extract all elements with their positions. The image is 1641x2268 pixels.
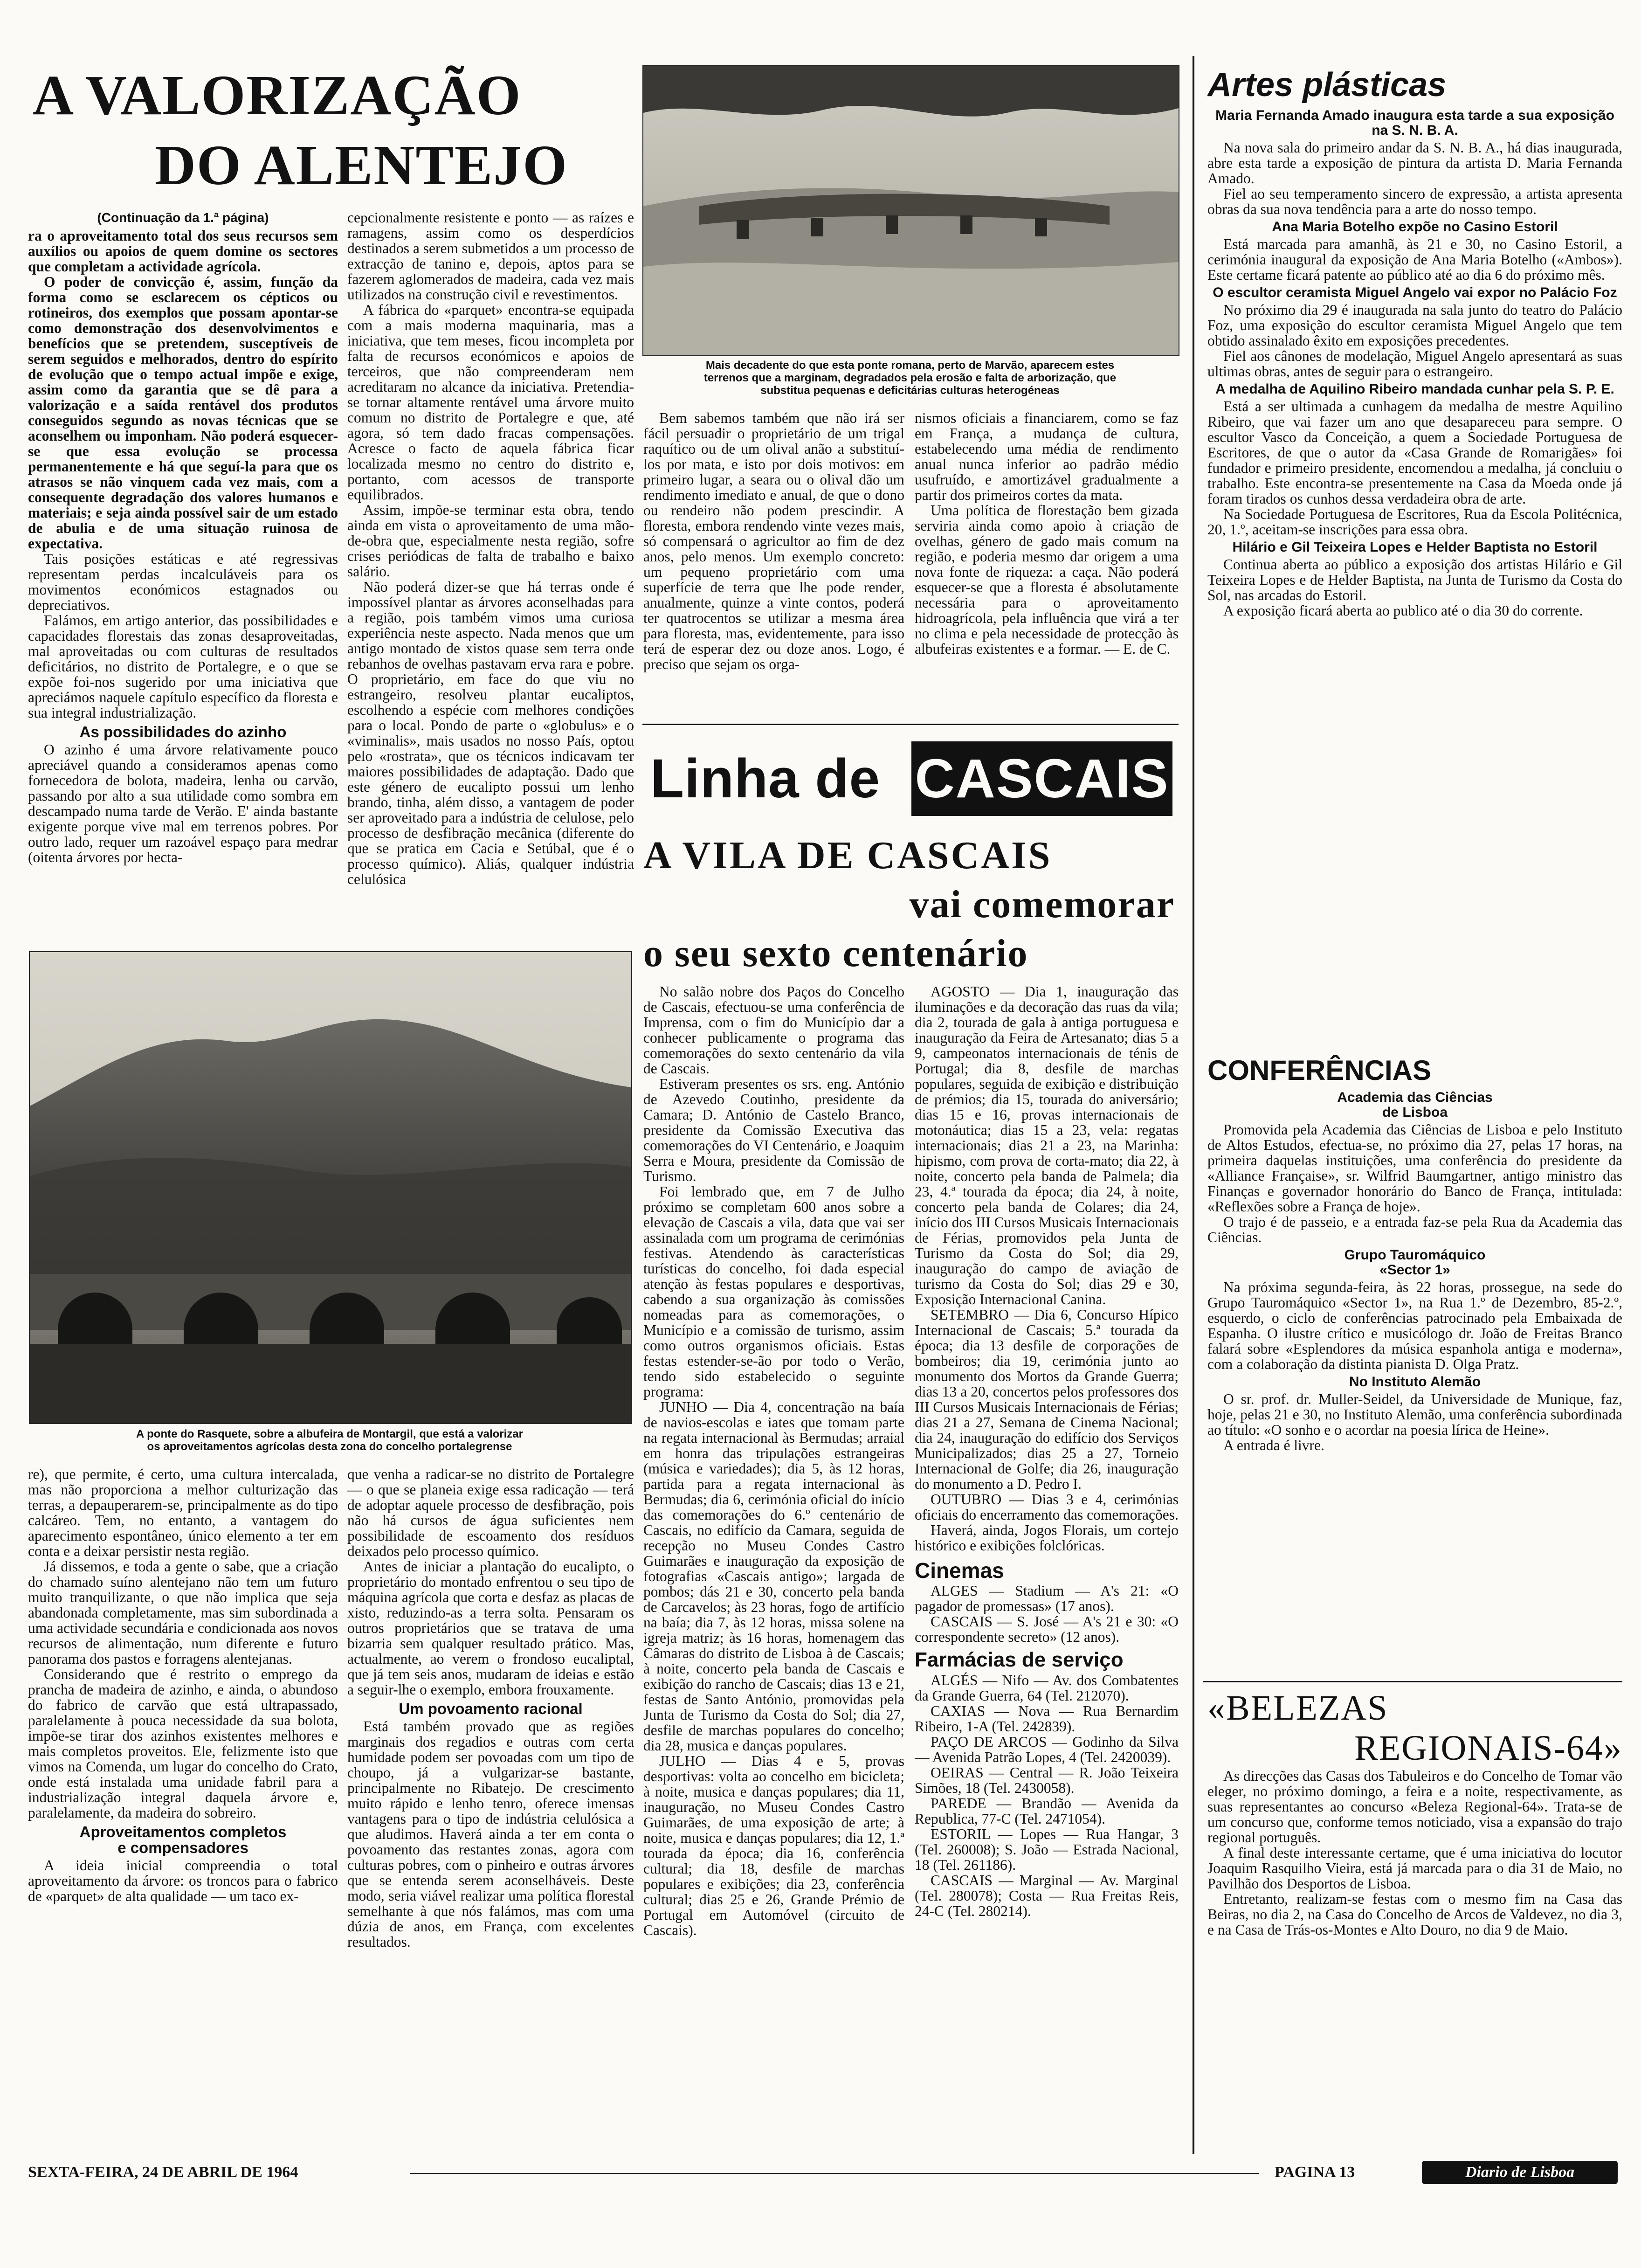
belezas-title-line1: «BELEZAS bbox=[1207, 1688, 1388, 1728]
caption-line: Mais decadente do que esta ponte romana, perto de Marvão, aparecem estes bbox=[705, 359, 1115, 372]
conferencias-section bbox=[1207, 1054, 1622, 1674]
cascais-col-b bbox=[915, 984, 1179, 2143]
caption-line: os aproveitamentos agrícolas desta zona do concelho portalegrense bbox=[147, 1440, 512, 1453]
main-article-col2-bottom bbox=[347, 1466, 634, 2147]
cascais-title-line2: vai comemorar bbox=[909, 884, 1175, 926]
paragraph: No salão nobre dos Paços do Concelho de Cascais, efectuou-se uma conferência de Imprensa, com o fim do Município dar a conhecer publicamente o programa das comemorações do sexto centenário da vila de Cascais. bbox=[643, 984, 904, 1077]
paragraph: Fiel ao seu temperamento sincero de expressão, a artista apresenta obras da sua nova tendência para a arte do nosso tempo. bbox=[1207, 186, 1622, 217]
banner-left: Linha de bbox=[650, 748, 881, 809]
paragraph: nismos oficiais a financiarem, como se faz em França, a mudança de cultura, estabelecendo uma média de rendimento anual nunca inferior ao padrão médio usufruído, e amortizável gradualmente a partir dos primeiros cortes da mata. bbox=[915, 410, 1179, 503]
main-title-line1: A VALORIZAÇÃO bbox=[33, 65, 522, 126]
paragraph: No próximo dia 29 é inaugurada na sala junto do teatro do Palácio Foz, uma exposição do escultor ceramista Miguel Angelo que tem obtido assinalado êxito em exposições precedentes. bbox=[1207, 302, 1622, 349]
paragraph: re), que permite, é certo, uma cultura intercalada, mas não proporciona a melhor culturização das terras, a depauperarem-se, principalmente as do tipo calcáreo. Tem, no entanto, a vantagem do aparecimento espontâneo, único elemento a ter em conta e a deixar persistir nesta região. bbox=[28, 1466, 338, 1559]
subheading: A medalha de Aquilino Ribeiro mandada cunhar pela S. P. E. bbox=[1215, 381, 1614, 397]
paragraph: Promovida pela Academia das Ciências de Lisboa e pelo Instituto de Altos Estudos, efectua-se, no próximo dia 27, pelas 17 horas, na primeira daquelas instituições, uma conferência do presidente da «Alliance Française», sr. Wilfrid Baumgartner, antigo ministro das Finanças e governador honorário do Banco de França, intitulada: «Reflexões sobre a França de hoje». bbox=[1207, 1121, 1622, 1215]
paragraph: Na próxima segunda-feira, às 22 horas, prossegue, na sede do Grupo Tauromáquico «Sector 1», na Rua 1.º de Dezembro, 85-2.º, esquerdo, o ciclo de conferências patrocinado pela Embaixada de Espanha. O ilustre crítico e musicólogo dr. João de Freitas Branco falará sobre «Esplendores da música espanhola antiga e moderna», com a colaboração da distinta pianista D. Olga Pratz. bbox=[1207, 1279, 1622, 1372]
paragraph: A entrada é livre. bbox=[1223, 1437, 1324, 1453]
footer-rule bbox=[410, 2173, 1259, 2174]
subheading: de Lisboa bbox=[1382, 1105, 1448, 1120]
subheading: Um povoamento racional bbox=[399, 1700, 583, 1717]
paragraph: O azinho é uma árvore relativamente pouco apreciável quando a consideramos apenas como fornecedora de bolota, madeira, lenha ou carvão, passando por alto a sua utilidade como sombra em descampado numa tarde de Verão. E' ainda bastante exigente porque vive mal em terrenos pobres. Por outro lado, requer um razoável espaço para medrar (oitenta árvores por hecta- bbox=[28, 741, 338, 865]
paragraph: AGOSTO — Dia 1, inauguração das iluminações e da decoração das ruas da vila; dia 2, tourada de gala à antiga portuguesa e inauguração da Feira de Artesanato; dias 5 a 9, campeonatos internacionais de ténis de Portugal; dia 8, desfile de marchas populares, seguida de exibição e distribuição de prémios; dia 15, tourada do aniversário; dias 15 e 16, provas internacionais de motonáutica; dias 15 a 23, vela: regatas internacionais; dias 21 a 23, na Marinha: hipismo, com prova de corta-mato; dia 22, à noite, concerto pela banda de Palmela; dia 23, 4.ª tourada da época; dia 24, à noite, concerto pela banda de Colares; dia 24, início dos III Cursos Musicais Internacionais de Férias, promovidos pela Junta de Turismo da Costa do Sol; dia 29, inauguração do campo de aviação de turismo da Costa do Sol; dias 29 e 30, Exposição Internacional Canina. bbox=[915, 984, 1179, 1307]
paragraph: A final deste interessante certame, que é uma iniciativa do locutor Joaquim Rasquilho Vieira, está já marcada para o dia 31 de Maio, no Pavilhão dos Desportos de Lisboa. bbox=[1207, 1845, 1622, 1892]
subheading: Grupo Tauromáquico bbox=[1344, 1247, 1486, 1263]
conferencias-title: CONFERÊNCIAS bbox=[1207, 1055, 1432, 1086]
main-article-col2 bbox=[347, 210, 634, 937]
subheading: No Instituto Alemão bbox=[1349, 1374, 1481, 1390]
section-rule bbox=[1203, 1681, 1622, 1682]
caption-line: substitua pequenas e deficitárias culturas heterogéneas bbox=[760, 384, 1060, 397]
paragraph: JUNHO — Dia 4, concentração na baía de navios-escolas e iates que tomam parte na regata internacional às Bermudas; arraial em honra das tripulações estrangeiras (música e variedades); dia 5, às 12 horas, partida para a regata internacional às Bermudas; dia 6, cerimónia oficial do início das comemorações do 6.º centenário de Cascais, no edifício da Camara, seguida de recepção no Museu Condes Castro Guimarães e inauguração da exposição de fotografias «Cascais antigo»; largada de pombos; dás 21 e 30, concerto pela banda de Carcavelos; às 23 horas, fogo de artifício na baía; dia 7, às 12 horas, missa solene na igreja matriz; às 16 horas, homenagem das Câmaras do distrito de Lisboa à de Cascais; à noite, concerto pela banda de Cascais e exibição do rancho de Cascais; dias 13 e 21, festas de Santo António, promovidas pela Junta de Turismo da Costa do Sol; dia 27, desfile de marchas populares do concelho; dia 28, musica e danças populares. bbox=[643, 1399, 904, 1754]
belezas-section bbox=[1207, 1688, 1622, 2145]
paragraph: Haverá, ainda, Jogos Florais, um cortejo histórico e exibições folclóricas. bbox=[915, 1522, 1179, 1554]
marvao-photo-caption bbox=[642, 359, 1178, 401]
paragraph: A exposição ficará aberta ao publico até o dia 30 do corrente. bbox=[1223, 602, 1583, 619]
list-item: ESTORIL — Lopes — Rua Hangar, 3 (Tel. 260008); S. João — Estrada Nacional, 18 (Tel. 261186). bbox=[915, 1826, 1179, 1873]
subheading: Academia das Ciências bbox=[1337, 1090, 1493, 1105]
subheading: As possibilidades do azinho bbox=[79, 723, 287, 740]
paragraph: A ideia inicial compreendia o total aproveitamento da árvore: os troncos para o fabrico de «parquet» de alta qualidade — um taco ex- bbox=[28, 1857, 338, 1904]
paragraph: JULHO — Dias 4 e 5, provas desportivas: volta ao concelho em bicicleta; à noite, musica e danças populares; dia 11, inauguração, no Museu Condes Castro Guimarães, de uma exposição de arte; à noite, musica e danças populares; dia 12, 1.ª tourada da época; dia 16, conferência cultural; dia 18, desfile de marchas populares e exibições; dia 23, conferência cultural; dias 25 e 26, Grande Prémio de Portugal em Automóvel (circuito de Cascais). bbox=[643, 1753, 904, 1938]
list-item: PAÇO DE ARCOS — Godinho da Silva — Avenida Patrão Lopes, 4 (Tel. 2420039). bbox=[915, 1734, 1179, 1765]
paragraph: A fábrica do «parquet» encontra-se equipada com a mais moderna maquinaria, mas a iniciativa, que tem meses, ficou incompleta por falta de recursos económicos e apoios de terceiros, que não compreenderam nem acreditaram no alcance da iniciativa. Pretendia-se tornar altamente rentável uma árvore muito comum no distrito de Portalegre e que, até agora, só tem dado fracas compensações. Acresce o facto de aquela fábrica ficar localizada mesmo no centro do distrito e, portanto, com acessos de transporte equilibrados. bbox=[347, 302, 634, 503]
subheading: Ana Maria Botelho expõe no Casino Estoril bbox=[1272, 219, 1558, 235]
paragraph: Fiel aos cânones de modelação, Miguel Angelo apresentará as suas ultimas obras, antes de seguir para o estrangeiro. bbox=[1207, 348, 1622, 380]
cascais-title-line3: o seu sexto centenário bbox=[643, 933, 1028, 975]
subheading: Aproveitamentos completos bbox=[79, 1823, 287, 1840]
caption-line: terrenos que a marginam, degradados pela erosão e falta de arborização, que bbox=[703, 372, 1117, 384]
page-footer bbox=[28, 2160, 1622, 2188]
paragraph: Entretanto, realizam-se festas com o mesmo fim na Casa das Beiras, no dia 2, na Casa do Concelho de Arcos de Valdevez, no dia 3, e na Casa de Trás-os-Montes e Alto Douro, no dia 9 de Maio. bbox=[1207, 1891, 1622, 1938]
paragraph: Está também provado que as regiões marginais dos regadios e outras com certa humidade podem ser povoadas com um tipo de choupo, já a vulgarizar-se bastante, principalmente no Ribatejo. De crescimento muito rápido e lenho tenro, oferece imensas vantagens para o tipo de indústria celulósica a que aludimos. Haverá ainda a ter em conta o povoamento das restantes zonas, agora com culturas pobres, com o pinheiro e outras árvores que se entenda serem aconselháveis. Deste modo, seria viável realizar uma política florestal semelhante à que nós falámos, mas com uma dúzia de anos, em França, com excelentes resultados. bbox=[347, 1718, 634, 1950]
list-item: ALGES — Stadium — A's 21: «O pagador de promessas» (17 anos). bbox=[915, 1583, 1179, 1614]
paragraph: Assim, impõe-se terminar esta obra, tendo ainda em vista o aproveitamento de uma mão-de-obra que, especialmente nesta região, sofre crises periódicas de falta de trabalho e baixo salário. bbox=[347, 502, 634, 580]
paragraph: Bem sabemos também que não irá ser fácil persuadir o proprietário de um trigal raquítico ou de um olival anão a substituí-los por mata, e isto por dois motivos: em primeiro lugar, a seara ou o olival dão um rendimento imediato e anual, de que o dono ou rendeiro não podem prescindir. A floresta, embora rendendo vinte vezes mais, só compensará o agricultor ao fim de dez anos, pelo menos. Um exemplo concreto: um pequeno proprietário com uma superfície de terra que lhe pode render, anualmente, quinze a vinte contos, poderá ter quatrocentos se utilizar a mesma área para floresta, mas, evidentemente, para isso terá de esperar dez ou doze anos. Logo, é preciso que sejam os orga- bbox=[643, 410, 904, 672]
section-rule bbox=[642, 724, 1179, 725]
bridge-photo-image bbox=[30, 952, 631, 1423]
farmacias-title: Farmácias de serviço bbox=[915, 1648, 1124, 1671]
main-article-col1 bbox=[28, 210, 338, 937]
subheading: Maria Fernanda Amado inaugura esta tarde a sua exposição na S. N. B. A. bbox=[1215, 108, 1614, 138]
paragraph: cepcionalmente resistente e ponto — as raízes e ramagens, assim como os desperdícios destinados a serem submetidos a um processo de extracção de tanino e, depois, aptos para se fazerem aglomerados de madeira, cada vez mais utilizados na construção civil e revestimentos. bbox=[347, 210, 634, 303]
paragraph: Não poderá dizer-se que há terras onde é impossível plantar as árvores aconselhadas para a região, pois também vimos uma curiosa experiência neste aspecto. Nada menos que um antigo montado de xistos quase sem terra onde rebanhos de ovelhas pastavam erva rara e pobre. O proprietário, em face do que viu no estrangeiro, resolveu plantar eucaliptos, escolhendo a espécie com melhores condições para o local. Pondo de parte o «globulus» e o «viminalis», mais usados no nosso País, optou pelo «rostrata», que os técnicos indicavam ter maiores possibilidades de adaptação. Dado que este género de eucalipto possui um lenho brando, tinha, além disso, a vantagem de poder ser aproveitado para a indústria de celulose, pelo processo de desfibração mecânica (diferente do que se pratica em Cacia e Setúbal, que é o processo químico). Aliás, qualquer indústria celulósica bbox=[347, 579, 634, 887]
forestry-article-left bbox=[643, 410, 904, 713]
paragraph: ra o aproveitamento total dos seus recursos sem auxílios ou apoios de quem domine os sectores que completam a actividade agrícola. bbox=[28, 228, 338, 275]
paragraph: Já dissemos, e toda a gente o sabe, que a criação do chamado suíno alentejano não tem um futuro muito tranquilizante, o que não implica que seja abandonada completamente, mas sim subordinada a uma actividade secundária e condicionada aos novos recursos de alimentação, num diferente e futuro panorama dos pastos e forragens alentejanas. bbox=[28, 1558, 338, 1667]
paragraph: Tais posições estáticas e até regressivas representam perdas incalculáveis para os movimentos económicos estagnados ou depreciativos. bbox=[28, 551, 338, 613]
subheading: e compensadores bbox=[117, 1839, 248, 1856]
paragraph: Na nova sala do primeiro andar da S. N. B. A., há dias inaugurada, abre esta tarde a exposição de pintura da artista D. Maria Fernanda Amado. bbox=[1207, 139, 1622, 187]
artes-section bbox=[1207, 65, 1622, 1040]
paragraph: Foi lembrado que, em 7 de Julho próximo se completam 600 anos sobre a elevação de Cascais a vila, data que vai ser assinalada com um programa de cerimónias festivas. Atendendo às características turísticas do concelho, foi dada especial atenção às festas populares e desportivas, cabendo a sua organização às comissões nomeadas para as comemorações, o Município e a comissão de turismo, assim como outros organismos oficiais. Estas festas estender-se-ão por todo o Verão, tendo sido estabelecido o seguinte programa: bbox=[643, 1183, 904, 1400]
cascais-banner bbox=[650, 737, 1177, 830]
forestry-article-right bbox=[915, 410, 1179, 713]
artes-title: Artes plásticas bbox=[1207, 66, 1447, 104]
bridge-photo-caption bbox=[29, 1428, 630, 1456]
paragraph: Uma política de florestação bem gizada serviria ainda como apoio à criação de ovelhas, género de gado mais comum na região, e poderia mesmo dar origem a uma nova fonte de riqueza: a caça. Não poderá esquecer-se que a floresta é absolutamente necessária para o aproveitamento hidroagrícola, pela influência que virá a ter no clima e pela necessidade de protecção às albufeiras existentes e a formar. — E. de C. bbox=[915, 502, 1179, 657]
subheading: Hilário e Gil Teixeira Lopes e Helder Baptista no Estoril bbox=[1232, 539, 1598, 555]
paragraph: Falámos, em artigo anterior, das possibilidades e capacidades florestais das zonas desaproveitadas, mal aproveitadas ou com culturas de resultados deficitários, no distrito de Portalegre, e o que se expõe foi-nos sugerido por uma iniciativa que apreciámos naquele capítulo específico da floresta e sua integral industrialização. bbox=[28, 612, 338, 721]
paragraph: Estiveram presentes os srs. eng. António de Azevedo Coutinho, presidente da Camara; D. António de Castelo Branco, presidente da Comissão Executiva das comemorações do VI Centenário, e Joaquim Serra e Moura, presidente da Comissão de Turismo. bbox=[643, 1076, 904, 1184]
column-rule bbox=[1193, 56, 1194, 2154]
cinemas-title: Cinemas bbox=[915, 1558, 1004, 1583]
paragraph: Está marcada para amanhã, às 21 e 30, no Casino Estoril, a cerimónia inaugural da exposição de Ana Maria Botelho («Ambos»). Este certame ficará patente ao público até ao dia 6 do próximo mês. bbox=[1207, 236, 1622, 283]
marvao-photo bbox=[642, 65, 1179, 356]
paragraph: O sr. prof. dr. Muller-Seidel, da Universidade de Munique, faz, hoje, pelas 21 e 30, no Instituto Alemão, uma conferência subordinada ao título: «O sonho e o acordar na poesia lírica de Heine». bbox=[1207, 1391, 1622, 1438]
footer-page: PAGINA 13 bbox=[1268, 2164, 1361, 2181]
list-item: CASCAIS — S. José — A's 21 e 30: «O correspondente secreto» (12 anos). bbox=[915, 1613, 1179, 1645]
cascais-col-a bbox=[643, 984, 904, 2143]
main-title-line2: DO ALENTEJO bbox=[154, 135, 568, 196]
paragraph: Antes de iniciar a plantação do eucalipto, o proprietário do montado enfrentou o seu tipo de máquina agrícola que corta e desfaz as placas de xisto, reduzindo-as a terra solta. Pensaram os outros proprietários que se tratava de uma bizarria sem qualquer resultado prático. Mas, actualmente, ao verem o frondoso eucaliptal, que já tem seis anos, mudaram de ideias e estão a seguir-lhe o exemplo, embora frouxamente. bbox=[347, 1558, 634, 1698]
list-item: CASCAIS — Marginal — Av. Marginal (Tel. 280078); Costa — Rua Freitas Reis, 24-C (Tel. 280214). bbox=[915, 1872, 1179, 1919]
paragraph: O poder de convicção é, assim, função da forma como se esclarecem os cépticos ou rotineiros, dos exemplos que possam apontar-se como demonstração dos desenvolvimentos e benefícios que se pretendem, susceptíveis de serem seguidos e melhorados, dentro do espírito de evolução que o tempo actual impõe e exige, assim como da garantia que se dê para a valorização e a saída rentável dos produtos conseguidos segundo as novas técnicas que se aconselhem ou imponham. Não poderá esquecer-se que essa evolução se processa permanentemente e há que seguí-la para que os atrasos se não vinquem cada vez mais, com a consequente degradação dos valores humanos e materiais; e seja ainda possível sair de um estado de abulia e de uma situação ruinosa de expectativa. bbox=[28, 274, 338, 552]
paragraph: Está a ser ultimada a cunhagem da medalha de mestre Aquilino Ribeiro, que vai fazer um ano que desapareceu para sempre. O escultor Vasco da Conceição, a quem a Sociedade Portuguesa de Escritores, de que o autor da «Casa Grande de Romarigães» foi fundador e primeiro presidente, encomendou a medalha, já concluiu o trabalho. Este encontra-se presentemente na Casa da Moeda onde já foram tirados os cunhos dessa verdadeira obra de arte. bbox=[1207, 398, 1622, 507]
paragraph: As direcções das Casas dos Tabuleiros e do Concelho de Tomar vão eleger, no próximo domingo, a feira e a noite, respectivamente, as suas representantes ao concurso «Beleza Regional-64». Trata-se de um concurso que, conforme temos noticiado, visa a expansão do trajo regional português. bbox=[1207, 1768, 1622, 1846]
continuation-note: (Continuação da 1.ª página) bbox=[97, 210, 269, 225]
paragraph: Continua aberta ao público a exposição dos artistas Hilário e Gil Teixeira Lopes e de Helder Baptista, na Junta de Turismo da Costa do Sol, nas arcadas do Estoril. bbox=[1207, 556, 1622, 603]
list-item: CAXIAS — Nova — Rua Bernardim Ribeiro, 1-A (Tel. 242839). bbox=[915, 1703, 1179, 1735]
list-item: OEIRAS — Central — R. João Teixeira Simões, 18 (Tel. 2430058). bbox=[915, 1764, 1179, 1796]
marvao-photo-image bbox=[643, 66, 1179, 355]
paragraph: O trajo é de passeio, e a entrada faz-se pela Rua da Academia das Ciências. bbox=[1207, 1214, 1622, 1245]
footer-brand-logo: Diario de Lisboa bbox=[1422, 2161, 1618, 2184]
list-item: PAREDE — Brandão — Avenida da Republica, 77-C (Tel. 2471054). bbox=[915, 1795, 1179, 1827]
paragraph: que venha a radicar-se no distrito de Portalegre — o que se planeia exige essa radicação — terá de adoptar aquele processo de desfibração, pois não há cursos de água suficientes nem possibilidade de escoamento dos resíduos deixados pelo processo químico. bbox=[347, 1466, 634, 1559]
main-article-col1-bottom bbox=[28, 1466, 338, 2147]
belezas-title-line2: REGIONAIS-64» bbox=[1354, 1729, 1622, 1768]
banner-right: CASCAIS bbox=[911, 741, 1172, 816]
list-item: ALGÉS — Nifo — Av. dos Combatentes da Grande Guerra, 64 (Tel. 212070). bbox=[915, 1672, 1179, 1704]
subheading: O escultor ceramista Miguel Angelo vai expor no Palácio Foz bbox=[1213, 285, 1617, 300]
caption-line: A ponte do Rasquete, sobre a albufeira de Montargil, que está a valorizar bbox=[136, 1428, 523, 1440]
paragraph: OUTUBRO — Dias 3 e 4, cerimónias oficiais do encerramento das comemorações. bbox=[915, 1491, 1179, 1523]
paragraph: Na Sociedade Portuguesa de Escritores, Rua da Escola Politécnica, 20, 1.º, aceitam-se inscrições para essa obra. bbox=[1207, 506, 1622, 538]
bridge-photo bbox=[29, 951, 632, 1424]
footer-date: SEXTA-FEIRA, 24 DE ABRIL DE 1964 bbox=[28, 2164, 298, 2181]
cascais-title-line1: A VILA DE CASCAIS bbox=[643, 835, 1052, 877]
subheading: «Sector 1» bbox=[1379, 1262, 1450, 1278]
paragraph: Considerando que é restrito o emprego da prancha de madeira de azinho, e ainda, o abundoso do fabrico de carvão que está ultrapassado, paralelamente à pouca necessidade da sua bolota, impõe-se tirar dos azinhos existentes melhores e mais completos proveitos. Ele, felizmente isto que vimos na Comenda, um lugar do concelho do Crato, onde está instalada uma unidade fabril para a industrialização integral daquela árvore e, paralelamente, da madeira do sobreiro. bbox=[28, 1666, 338, 1821]
paragraph: SETEMBRO — Dia 6, Concurso Hípico Internacional de Cascais; 5.ª tourada da época; dia 13 desfile de corporações de bombeiros; dia 19, cerimónia junto ao monumento dos Mortos da Grande Guerra; dias 13 a 20, concertos pelos professores dos III Cursos Musicais Internacionais de Férias; dias 21 a 27, Semana de Cinema Nacional; dia 24, inauguração do edifício dos Serviços Municipalizados; dias 25 a 27, Torneio Internacional de Golfe; dia 26, inauguração do monumento a D. Pedro I. bbox=[915, 1307, 1179, 1492]
